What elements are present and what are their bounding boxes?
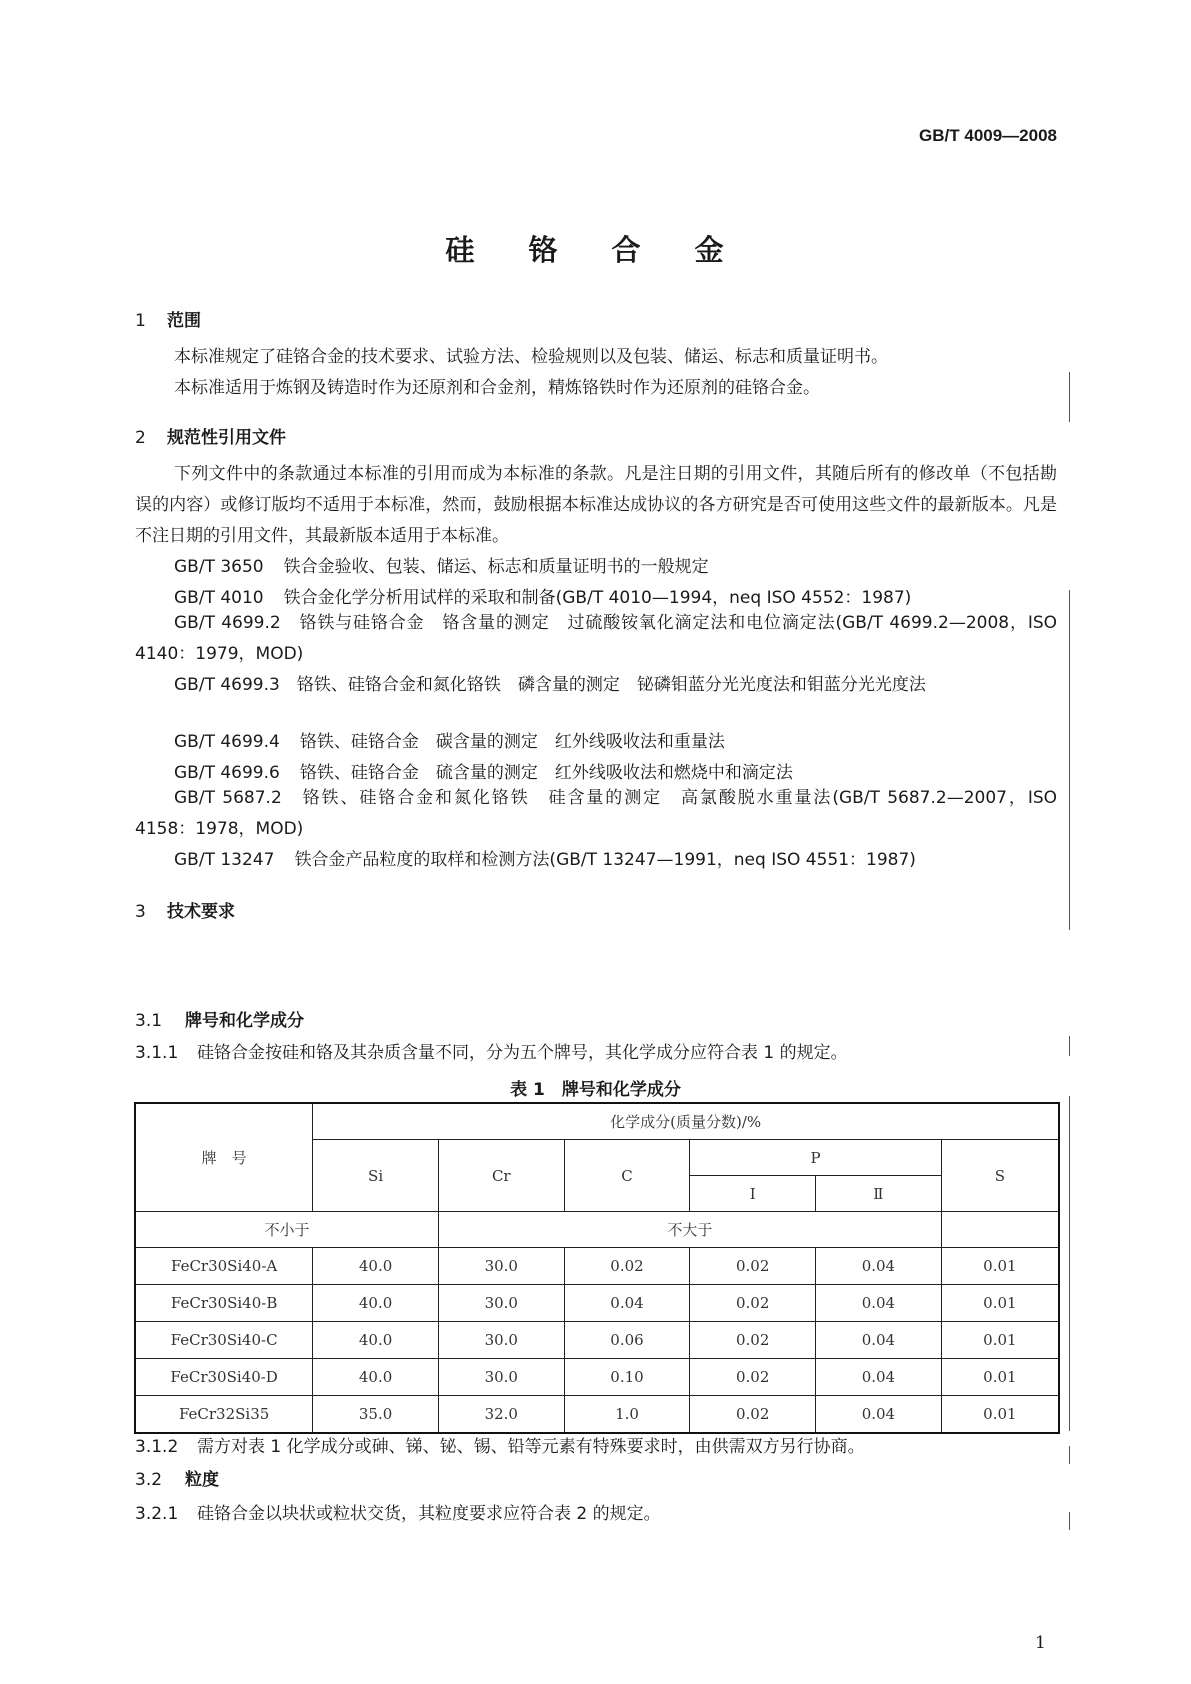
table-row bbox=[135, 1359, 1059, 1396]
clause-text: 硅铬合金按硅和铬及其杂质含量不同，分为五个牌号，其化学成分应符合表 1 的规定。 bbox=[197, 1043, 848, 1063]
p1-cell: 0.02 bbox=[690, 1359, 816, 1396]
clause-number: 3.2.1 bbox=[135, 1504, 179, 1524]
si-cell: 35.0 bbox=[313, 1396, 439, 1434]
p-header: P bbox=[690, 1140, 941, 1176]
c-header: C bbox=[564, 1140, 690, 1212]
reference-code: GB/T 4699.2 bbox=[174, 613, 281, 633]
reference-item bbox=[135, 845, 1057, 876]
reference-code: GB/T 4699.3 bbox=[174, 675, 280, 695]
brand-cell: FeCr32Si35 bbox=[135, 1396, 313, 1434]
clause-text: 硅铬合金以块状或粒状交货，其粒度要求应符合表 2 的规定。 bbox=[197, 1504, 661, 1524]
si-cell: 40.0 bbox=[313, 1285, 439, 1322]
revision-bar bbox=[1069, 1446, 1070, 1464]
reference-code: GB/T 4699.6 bbox=[174, 763, 280, 783]
reference-code: GB/T 4010 bbox=[174, 588, 264, 608]
section-2-heading bbox=[135, 423, 286, 448]
section-number: 3.1 bbox=[135, 1011, 163, 1031]
scope-paragraph-2: 本标准适用于炼钢及铸造时作为还原剂和合金剂，精炼铬铁时作为还原剂的硅铬合金。 bbox=[174, 378, 820, 398]
standard-code: GB/T 4009—2008 bbox=[919, 126, 1057, 145]
scope-paragraph-1: 本标准规定了硅铬合金的技术要求、试验方法、检验规则以及包装、储运、标志和质量证明书。 bbox=[174, 347, 888, 367]
clause-text: 需方对表 1 化学成分或砷、锑、铋、锡、铅等元素有特殊要求时，由供需双方另行协商。 bbox=[197, 1437, 865, 1457]
section-title: 技术要求 bbox=[167, 902, 235, 922]
reference-item bbox=[135, 670, 1057, 701]
revision-bar bbox=[1069, 1096, 1070, 1431]
si-cell: 40.0 bbox=[313, 1248, 439, 1285]
brand-cell: FeCr30Si40-D bbox=[135, 1359, 313, 1396]
s-cell: 0.01 bbox=[941, 1359, 1059, 1396]
p1-cell: 0.02 bbox=[690, 1396, 816, 1434]
c-cell: 0.06 bbox=[564, 1322, 690, 1359]
table-row bbox=[135, 1322, 1059, 1359]
brand-cell: FeCr30Si40-A bbox=[135, 1248, 313, 1285]
p-grade-2-header: Ⅱ bbox=[816, 1176, 942, 1212]
composition-header: 化学成分(质量分数)/% bbox=[313, 1103, 1059, 1140]
page-number: 1 bbox=[1035, 1633, 1046, 1653]
clause-number: 3.1.2 bbox=[135, 1437, 179, 1457]
p2-cell: 0.04 bbox=[816, 1396, 942, 1434]
reference-title: 铁合金产品粒度的取样和检测方法(GB/T 13247—1991，neq ISO 4551：1987) bbox=[294, 850, 916, 870]
reference-item bbox=[135, 608, 1057, 670]
s-header: S bbox=[941, 1140, 1059, 1212]
revision-bar bbox=[1069, 1512, 1070, 1530]
document-title: 硅 铬 合 金 bbox=[445, 233, 746, 267]
s-cell: 0.01 bbox=[941, 1396, 1059, 1434]
reference-title: 铁合金化学分析用试样的采取和制备(GB/T 4010—1994，neq ISO 4552：1987) bbox=[283, 588, 912, 608]
reference-title: 铬铁、硅铬合金 硫含量的测定 红外线吸收法和燃烧中和滴定法 bbox=[299, 763, 793, 783]
p2-cell: 0.04 bbox=[816, 1248, 942, 1285]
section-title: 范围 bbox=[167, 311, 201, 331]
p2-cell: 0.04 bbox=[816, 1285, 942, 1322]
brand-cell: FeCr30Si40-B bbox=[135, 1285, 313, 1322]
cr-cell: 30.0 bbox=[438, 1248, 564, 1285]
p1-cell: 0.02 bbox=[690, 1322, 816, 1359]
c-cell: 0.02 bbox=[564, 1248, 690, 1285]
section-1-heading bbox=[135, 306, 201, 331]
section-3-2-heading bbox=[135, 1465, 219, 1490]
not-less-than-label: 不小于 bbox=[135, 1212, 438, 1248]
si-cell: 40.0 bbox=[313, 1359, 439, 1396]
reference-title: 铬铁、硅铬合金和氮化铬铁 硅含量的测定 高氯酸脱水重量法(GB/T 5687.2—2007，ISO 4158：1978，MOD) bbox=[135, 788, 1058, 839]
revision-bar bbox=[1069, 590, 1070, 930]
reference-title: 铬铁、硅铬合金和氮化铬铁 磷含量的测定 铋磷钼蓝分光光度法和钼蓝分光光度法 bbox=[296, 675, 926, 695]
p1-cell: 0.02 bbox=[690, 1248, 816, 1285]
p-grade-1-header: Ⅰ bbox=[690, 1176, 816, 1212]
not-more-than-label: 不大于 bbox=[438, 1212, 941, 1248]
section-number: 3 bbox=[135, 902, 146, 922]
brand-cell: FeCr30Si40-C bbox=[135, 1322, 313, 1359]
references-intro: 下列文件中的条款通过本标准的引用而成为本标准的条款。凡是注日期的引用文件，其随后所有的修改单（不包括勘误的内容）或修订版均不适用于本标准，然而，鼓励根据本标准达成协议的各方研究是否可使用这些文件的最新版本。凡是不注日期的引用文件，其最新版本适用于本标准。 bbox=[135, 464, 1057, 546]
revision-bar bbox=[1069, 372, 1070, 422]
cr-cell: 30.0 bbox=[438, 1359, 564, 1396]
brand-header: 牌 号 bbox=[135, 1103, 313, 1212]
c-cell: 0.10 bbox=[564, 1359, 690, 1396]
table-row bbox=[135, 1396, 1059, 1434]
revision-bar bbox=[1069, 1036, 1070, 1056]
cr-cell: 32.0 bbox=[438, 1396, 564, 1434]
cr-cell: 30.0 bbox=[438, 1285, 564, 1322]
section-title: 粒度 bbox=[185, 1470, 219, 1490]
chemical-composition-table bbox=[134, 1102, 1060, 1434]
reference-code: GB/T 4699.4 bbox=[174, 732, 280, 752]
c-cell: 0.04 bbox=[564, 1285, 690, 1322]
p2-cell: 0.04 bbox=[816, 1359, 942, 1396]
p2-cell: 0.04 bbox=[816, 1322, 942, 1359]
section-number: 3.2 bbox=[135, 1470, 163, 1490]
reference-code: GB/T 13247 bbox=[174, 850, 275, 870]
reference-title: 铁合金验收、包装、储运、标志和质量证明书的一般规定 bbox=[283, 557, 709, 577]
reference-title: 铬铁、硅铬合金 碳含量的测定 红外线吸收法和重量法 bbox=[299, 732, 725, 752]
clause-number: 3.1.1 bbox=[135, 1043, 179, 1063]
si-cell: 40.0 bbox=[313, 1322, 439, 1359]
clause-3-1-2 bbox=[135, 1432, 865, 1457]
c-cell: 1.0 bbox=[564, 1396, 690, 1434]
section-number: 2 bbox=[135, 428, 146, 448]
reference-item bbox=[135, 552, 1057, 583]
reference-code: GB/T 5687.2 bbox=[174, 788, 282, 808]
table-1-caption: 表 1 牌号和化学成分 bbox=[510, 1080, 681, 1100]
section-3-heading bbox=[135, 897, 235, 922]
reference-item bbox=[135, 783, 1057, 845]
table-row bbox=[135, 1248, 1059, 1285]
s-cell: 0.01 bbox=[941, 1322, 1059, 1359]
reference-item bbox=[135, 727, 1057, 758]
table-row bbox=[135, 1285, 1059, 1322]
s-cell: 0.01 bbox=[941, 1248, 1059, 1285]
section-3-1-heading bbox=[135, 1006, 304, 1031]
section-title: 规范性引用文件 bbox=[167, 428, 286, 448]
clause-3-2-1 bbox=[135, 1499, 661, 1524]
si-header: Si bbox=[313, 1140, 439, 1212]
reference-code: GB/T 3650 bbox=[174, 557, 264, 577]
clause-3-1-1 bbox=[135, 1038, 848, 1063]
section-title: 牌号和化学成分 bbox=[185, 1011, 304, 1031]
reference-title: 铬铁与硅铬合金 铬含量的测定 过硫酸铵氧化滴定法和电位滴定法(GB/T 4699.2—2008，ISO 4140：1979，MOD) bbox=[135, 613, 1057, 664]
cr-cell: 30.0 bbox=[438, 1322, 564, 1359]
section-number: 1 bbox=[135, 311, 146, 331]
cr-header: Cr bbox=[438, 1140, 564, 1212]
p1-cell: 0.02 bbox=[690, 1285, 816, 1322]
s-cell: 0.01 bbox=[941, 1285, 1059, 1322]
